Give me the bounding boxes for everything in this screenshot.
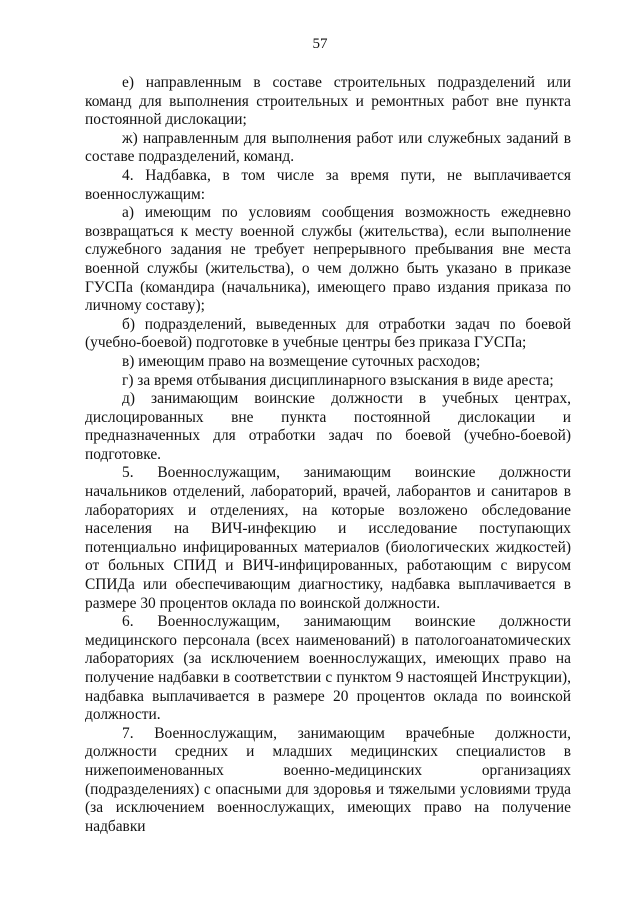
paragraph-5: 5. Военнослужащим, занимающим воинские должности начальников отделений, лабораторий, врачей, лаборантов и санитаров в лабораториях и отделениях, на которые возложено обследование населения на ВИЧ-инфекцию и исследование поступающих потенциально инфицированных материалов (биологических жидкостей) от больных СПИД и ВИЧ-инфицированных, работающим с вирусом СПИДа или обеспечивающим диагностику, надбавка выплачивается в размере 30 процентов оклада по воинской должности. [85, 464, 571, 612]
paragraph-zh: ж) направленным для выполнения работ или служебных заданий в составе подразделений, команд. [85, 129, 571, 166]
document-body [85, 74, 571, 836]
paragraph-4g: г) за время отбывания дисциплинарного взыскания в виде ареста; [122, 371, 554, 389]
paragraph-4: 4. Надбавка, в том числе за время пути, не выплачивается военнослужащим: [85, 166, 571, 203]
paragraph-4b: б) подразделений, выведенных для отработки задач по боевой (учебно-боевой) подготовке в учебные центры без приказа ГУСПа; [85, 315, 571, 352]
paragraph-4d: д) занимающим воинские должности в учебных центрах, дислоцированных вне пункта постоянной дислокации и предназначенных для отработки задач по боевой (учебно-боевой) подготовке. [85, 390, 571, 463]
paragraph-4a: а) имеющим по условиям сообщения возможность ежедневно возвращаться к месту военной службы (жительства), если выполнение служебного задания не требует непрерывного пребывания вне места военной службы (жительства), о чем должно быть указано в приказе ГУСПа (командира (начальника), имеющего право издания приказа по личному составу); [85, 204, 571, 315]
page-number: 57 [312, 36, 328, 52]
paragraph-7: 7. Военнослужащим, занимающим врачебные должности, должности средних и младших медицинских специалистов в нижепоименованных военно-медицинских организациях (подразделениях) с опасными для здоровья и тяжелыми условиями труда (за исключением военнослужащих, имеющих право на получение надбавки [85, 724, 571, 835]
paragraph-e: е) направленным в составе строительных подразделений или команд для выполнения строительных и ремонтных работ вне пункта постоянной дислокации; [85, 74, 571, 129]
paragraph-4v: в) имеющим право на возмещение суточных расходов; [122, 352, 481, 370]
paragraph-6: 6. Военнослужащим, занимающим воинские должности медицинского персонала (всех наименований) в патологоанатомических лабораториях (за исключением военнослужащих, имеющих право на получение надбавки в соответствии с пунктом 9 настоящей Инструкции), надбавка выплачивается в размере 20 процентов оклада по воинской должности. [85, 613, 571, 724]
